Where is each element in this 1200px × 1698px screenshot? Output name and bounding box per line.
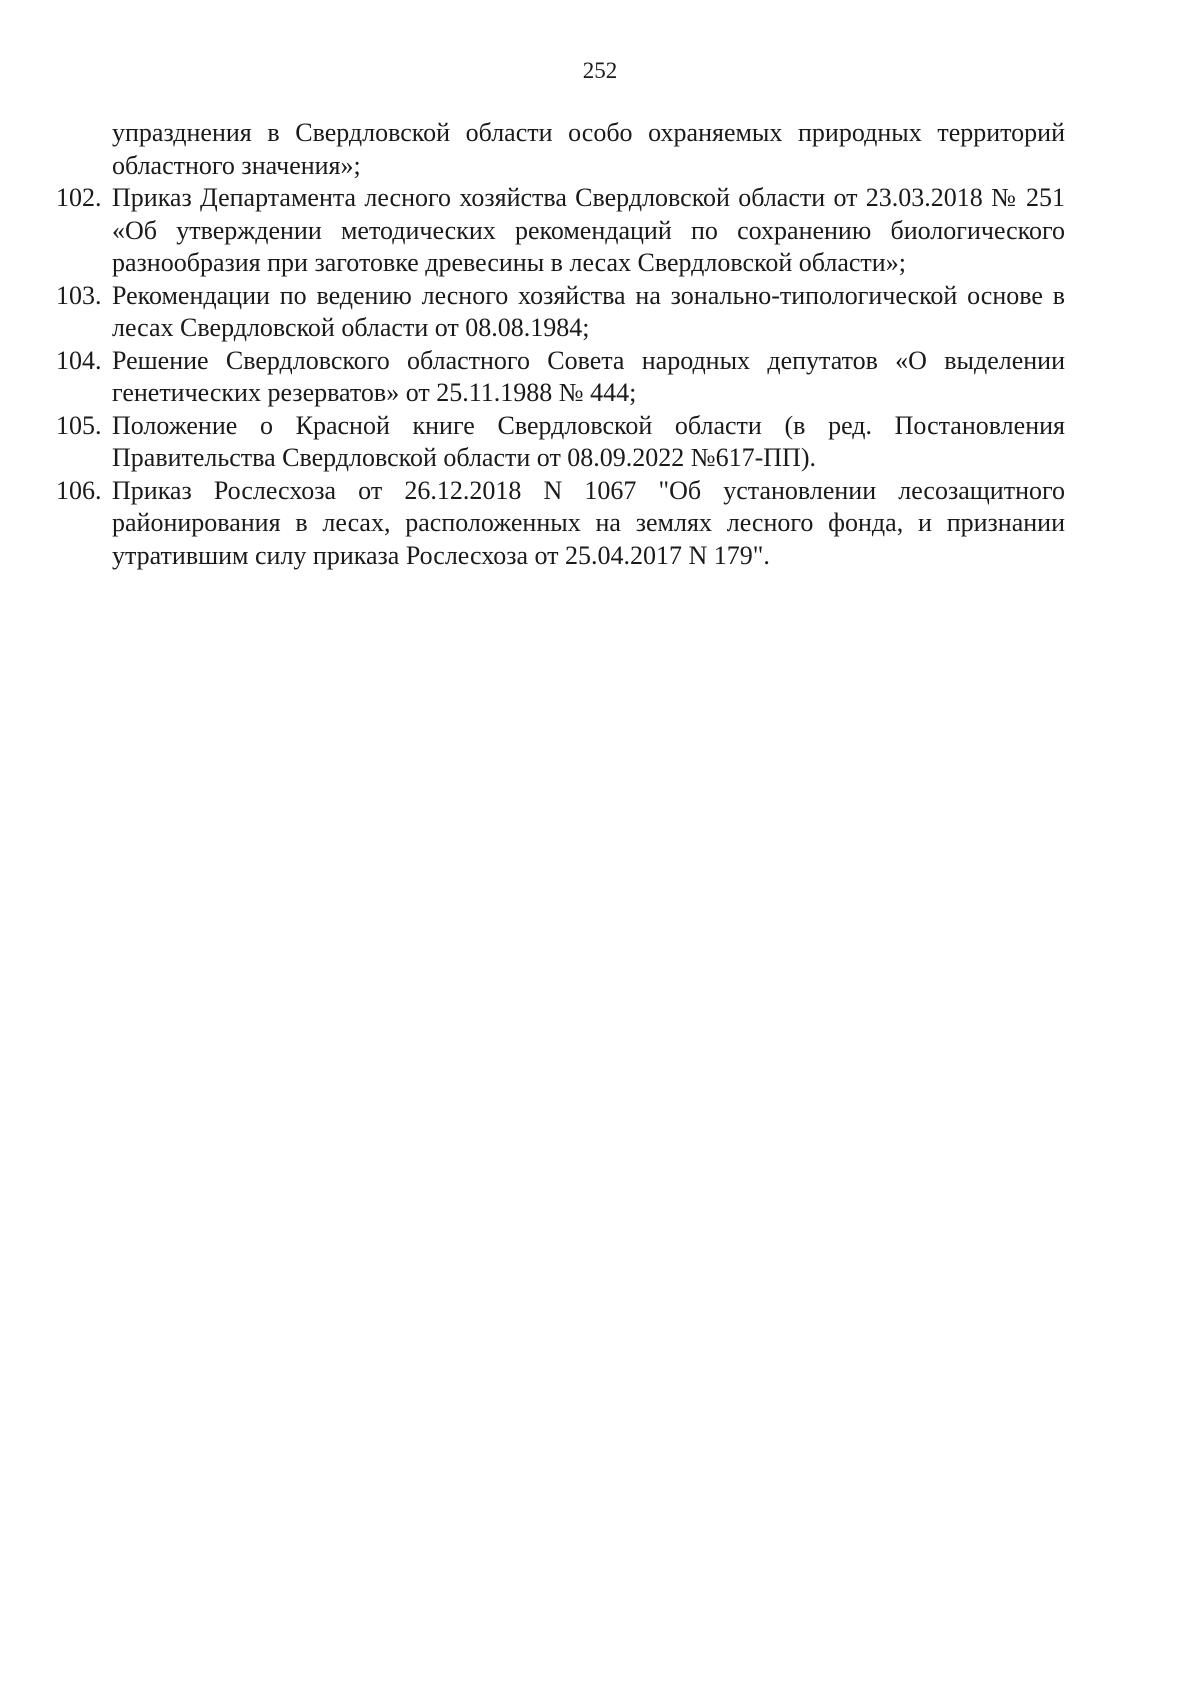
- continuation-text: упразднения в Свердловской области особо охраняемых природных территорий областного значения»;: [112, 118, 1065, 180]
- list-item-number: 105.: [56, 410, 102, 440]
- list-item: [56, 345, 1065, 410]
- reference-list: [56, 117, 1065, 572]
- list-item-text: Рекомендации по ведению лесного хозяйства на зонально-типологической основе в лесах Свердловской области от 08.08.1984;: [112, 280, 1065, 342]
- list-item: [56, 280, 1065, 345]
- list-item: [56, 182, 1065, 280]
- list-item-text: Решение Свердловского областного Совета народных депутатов «О выделении генетических резерватов» от 25.11.1988 № 444;: [112, 345, 1065, 407]
- list-item: [56, 475, 1065, 573]
- list-item-text: Положение о Красной книге Свердловской области (в ред. Постановления Правительства Свердловской области от 08.09.2022 №617-ПП).: [112, 410, 1065, 472]
- list-item-number: 102.: [56, 183, 102, 212]
- list-item-number: 106.: [56, 475, 102, 505]
- page-number: 252: [582, 58, 618, 83]
- list-item-text: Приказ Рослесхоза от 26.12.2018 N 1067 "Об установлении лесозащитного районирования в лесах, расположенных на землях лесного фонда, и признании утратившим силу приказа Рослесхоза от 25.04.2017 N 179".: [112, 475, 1065, 570]
- list-item: [56, 410, 1065, 475]
- list-item-continuation: [56, 117, 1065, 182]
- list-item-number: 103.: [56, 280, 102, 310]
- list-item-text: Приказ Департамента лесного хозяйства Свердловской области от 23.03.2018 № 251 «Об утверждении методических рекомендаций по сохранению биологического разнообразия при заготовке древесины в лесах Свердловской области»;: [112, 183, 1065, 277]
- list-item-number: 104.: [56, 345, 102, 375]
